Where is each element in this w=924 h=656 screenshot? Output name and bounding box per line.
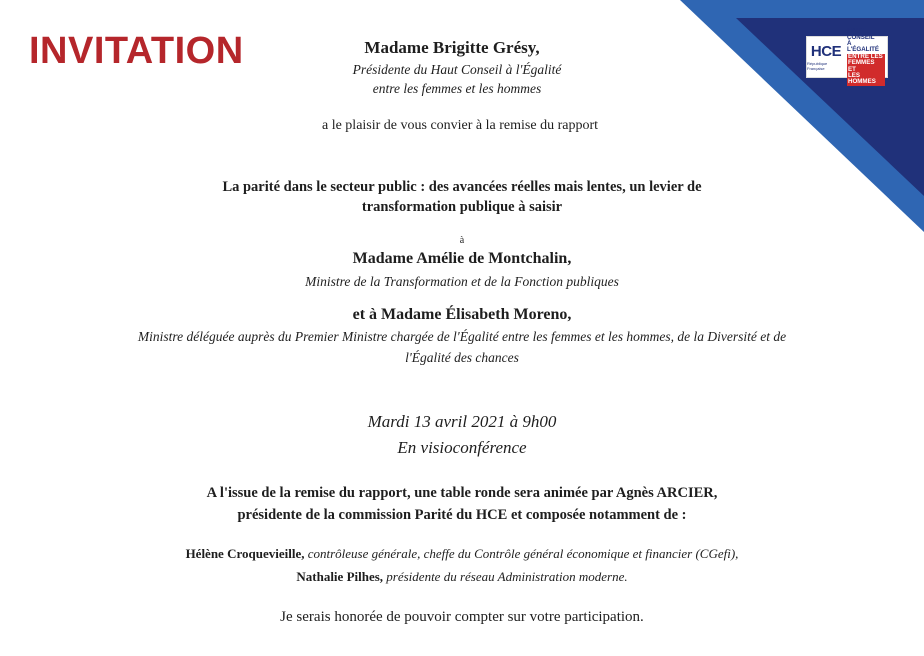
panelist-name: Hélène Croquevieille, bbox=[185, 546, 305, 561]
event-location: En visioconférence bbox=[397, 438, 527, 457]
report-title-line2: transformation publique à saisir bbox=[361, 199, 563, 215]
to-text: à bbox=[459, 235, 465, 246]
host-name: Madame Brigitte Grésy, bbox=[364, 38, 540, 57]
logo-line4: FEMMES ET bbox=[847, 60, 885, 73]
recipient1-name: Madame Amélie de Montchalin, bbox=[352, 250, 572, 267]
invitation-heading: INVITATION bbox=[29, 30, 244, 72]
report-title-line1: La parité dans le secteur public : des avancées réelles mais lentes, un levier de bbox=[222, 179, 702, 195]
recipient2-title-line1: Ministre déléguée auprès du Premier Ministre chargée de l'Égalité entre les femmes et les hommes, de la Diversité et de bbox=[137, 329, 787, 344]
roundtable-line1: A l'issue de la remise du rapport, une table ronde sera animée par Agnès ARCIER, bbox=[206, 485, 718, 501]
recipient2-name: et à Madame Élisabeth Moreno, bbox=[352, 306, 572, 323]
roundtable-line2: présidente de la commission Parité du HCE et composée notamment de : bbox=[237, 507, 687, 523]
host-title-line1: Présidente du Haut Conseil à l'Égalité bbox=[352, 62, 562, 77]
logo-acronym: HCE bbox=[810, 42, 842, 60]
logo-country: République Française bbox=[807, 60, 828, 71]
host-title-line2: entre les femmes et les hommes bbox=[372, 81, 542, 96]
panelist-name: Nathalie Pilhes, bbox=[296, 569, 384, 584]
closing-text: Je serais honorée de pouvoir compter sur votre participation. bbox=[280, 609, 644, 625]
panelist-row bbox=[0, 546, 924, 562]
recipient2-title-line2: l'Égalité des chances bbox=[405, 350, 519, 365]
recipient1-title: Ministre de la Transformation et de la Fonction publiques bbox=[305, 274, 619, 289]
logo-line3: ENTRE LES bbox=[847, 54, 885, 60]
intro-text: a le plaisir de vous convier à la remise du rapport bbox=[321, 118, 598, 133]
logo-line5: LES HOMMES bbox=[847, 73, 885, 86]
logo-line2: À L'ÉGALITÉ bbox=[847, 39, 880, 54]
panelist-row bbox=[0, 569, 924, 585]
panelist-role: contrôleuse générale, cheffe du Contrôle général économique et financier (CGefi), bbox=[307, 546, 739, 561]
event-date: Mardi 13 avril 2021 à 9h00 bbox=[367, 412, 557, 431]
logo-line1: HAUT CONSEIL bbox=[847, 27, 875, 41]
panelist-role: présidente du réseau Administration moderne. bbox=[386, 569, 628, 584]
